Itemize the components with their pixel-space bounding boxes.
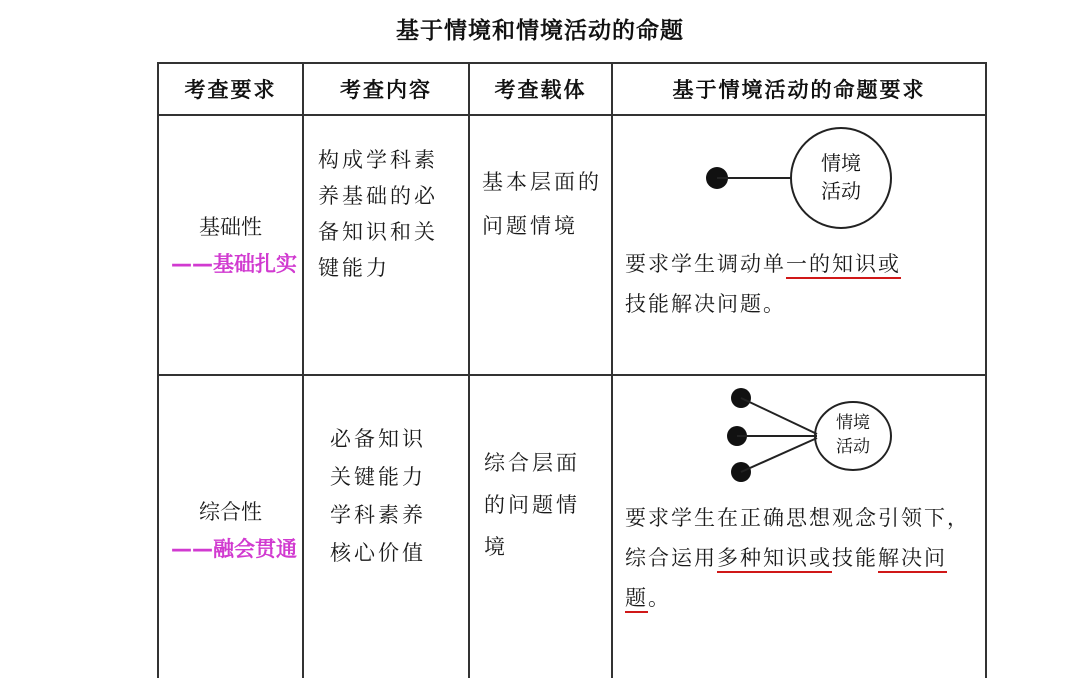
single-knowledge-diagram bbox=[613, 116, 983, 236]
diagram-cell bbox=[612, 375, 986, 678]
carrier-cell: 综合层面的问题情境 bbox=[469, 375, 612, 678]
description-underlined: 解决问题 bbox=[625, 546, 947, 610]
diagram-cell bbox=[612, 115, 986, 375]
description-text: 。 bbox=[648, 586, 671, 610]
content-cell bbox=[303, 375, 469, 678]
connector-line bbox=[741, 438, 817, 472]
description-text: 技能 bbox=[832, 546, 878, 570]
requirement-label: 基础性 bbox=[199, 215, 262, 239]
activity-label-line2: 活动 bbox=[821, 179, 861, 203]
requirement-label: 综合性 bbox=[199, 500, 262, 524]
header-content: 考查内容 bbox=[303, 63, 469, 115]
table-header-row bbox=[158, 63, 986, 115]
proposition-description bbox=[613, 244, 911, 324]
content-line: 学科素养 bbox=[330, 503, 426, 527]
connector-line bbox=[741, 398, 817, 434]
requirement-note: ——基础扎实 bbox=[171, 252, 297, 276]
description-text: 要求学生调动单 bbox=[625, 252, 786, 276]
requirement-cell bbox=[158, 115, 303, 375]
description-underlined: 多种知识或 bbox=[717, 546, 832, 570]
content-line: 关键能力 bbox=[330, 465, 426, 489]
description-text: 要求学生在正确思想观念引领下，综合运用 bbox=[625, 506, 970, 570]
multi-knowledge-diagram bbox=[613, 376, 983, 496]
page-title: 基于情境和情境活动的命题 bbox=[396, 18, 684, 44]
requirement-cell bbox=[158, 375, 303, 678]
content-line: 核心价值 bbox=[330, 541, 426, 565]
header-requirement: 考查要求 bbox=[158, 63, 303, 115]
header-proposition-requirement: 基于情境活动的命题要求 bbox=[612, 63, 986, 115]
activity-label-line2: 活动 bbox=[836, 437, 870, 457]
description-text: 技能解决问题。 bbox=[625, 292, 786, 316]
activity-label-line1: 情境 bbox=[821, 151, 861, 175]
activity-label-line1: 情境 bbox=[836, 413, 870, 433]
table-row bbox=[158, 375, 986, 678]
requirement-note: ——融会贯通 bbox=[171, 537, 297, 561]
header-carrier: 考查载体 bbox=[469, 63, 612, 115]
proposition-description bbox=[613, 498, 985, 618]
carrier-cell: 基本层面的问题情境 bbox=[469, 115, 612, 375]
description-underlined: 一的知识或 bbox=[786, 252, 901, 276]
activity-circle bbox=[791, 128, 891, 228]
content-line: 必备知识 bbox=[330, 427, 426, 451]
table-row bbox=[158, 115, 986, 375]
proposition-table bbox=[157, 62, 987, 678]
content-cell: 构成学科素养基础的必备知识和关键能力 bbox=[303, 115, 469, 375]
